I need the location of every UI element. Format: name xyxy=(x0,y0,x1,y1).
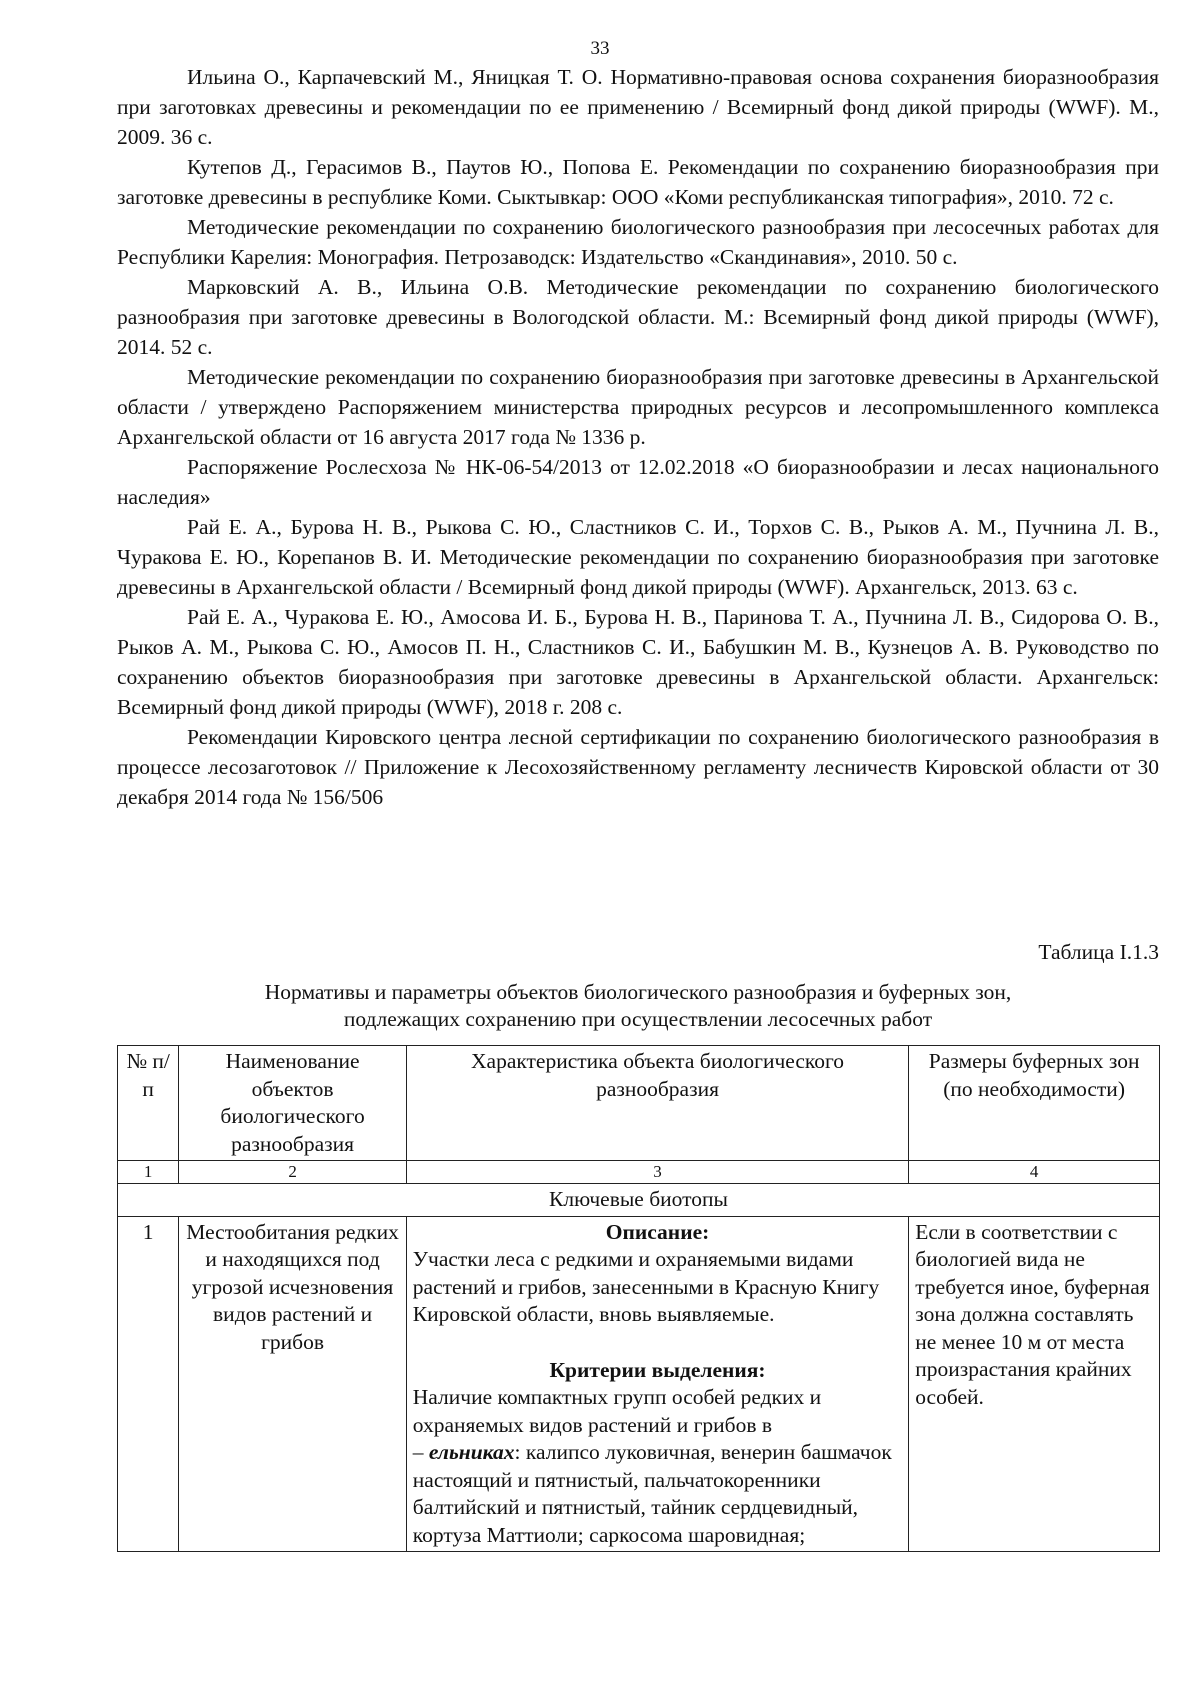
criteria-title: Критерии выделения: xyxy=(549,1357,766,1382)
criteria-forest-type: ельниках xyxy=(428,1440,515,1464)
header-buffer: Размеры буферных зон (по необходимости) xyxy=(909,1046,1160,1161)
section-title: Ключевые биотопы xyxy=(118,1184,1160,1217)
object-name: Местообитания редких и находящихся под угрозой исчезновения видов растений и грибов xyxy=(179,1216,406,1552)
section-row xyxy=(118,1184,1160,1217)
header-name: Наименование объектов биологического разнообразия xyxy=(179,1046,406,1161)
reference-item: Методические рекомендации по сохранению биоразнообразия при заготовке древесины в Архангельской области / утверждено Распоряжением министерства природных ресурсов и лесопромышленного комплекса Архангельской области от 16 августа 2017 года № 1336 р. xyxy=(117,365,1159,449)
column-index-row xyxy=(118,1161,1160,1184)
criteria-dash: – xyxy=(412,1440,429,1464)
table-caption-line: подлежащих сохранению при осуществлении лесосечных работ xyxy=(343,1007,933,1031)
reference-item: Рай Е. А., Бурова Н. В., Рыкова С. Ю., Сластников С. И., Торхов С. В., Рыков А. М., Пучнина Л. В., Чуракова Е. Ю., Корепанов В. И. Методические рекомендации по сохранению биоразнообразия при заготовке древесины в Архангельской области / Всемирный фонд дикой природы (WWF). Архангельск, 2013. 63 с. xyxy=(117,515,1159,599)
reference-item: Марковский А. В., Ильина О.В. Методические рекомендации по сохранению биологического разнообразия при заготовке древесины в Вологодской области. М.: Всемирный фонд дикой природы (WWF), 2014. 52 с. xyxy=(117,275,1159,359)
reference-item: Распоряжение Рослесхоза № НК-06-54/2013 от 12.02.2018 «О биоразнообразии и лесах национального наследия» xyxy=(117,455,1159,509)
table-row xyxy=(118,1216,1160,1552)
header-characteristic: Характеристика объекта биологического разнообразия xyxy=(406,1046,908,1161)
table-label: Таблица I.1.3 xyxy=(1038,940,1159,964)
reference-item: Методические рекомендации по сохранению биологического разнообразия при лесосечных работах для Республики Карелия: Монография. Петрозаводск: Издательство «Скандинавия», 2010. 50 с. xyxy=(117,215,1159,269)
reference-item: Рекомендации Кировского центра лесной сертификации по сохранению биологического разнообразия в процессе лесозаготовок // Приложение к Лесохозяйственному регламенту лесничеств Кировской области от 30 декабря 2014 года № 156/506 xyxy=(117,725,1159,809)
column-index: 1 xyxy=(118,1161,179,1184)
table-header-row xyxy=(118,1046,1160,1161)
biodiversity-table xyxy=(117,1045,1160,1552)
buffer-zone: Если в соответствии с биологией вида не требуется иное, буферная зона должна составлять не менее 10 м от места произрастания крайних особей. xyxy=(909,1216,1160,1552)
row-number: 1 xyxy=(118,1216,179,1552)
table-caption xyxy=(117,979,1159,1033)
column-index: 4 xyxy=(909,1161,1160,1184)
column-index: 3 xyxy=(406,1161,908,1184)
reference-item: Кутепов Д., Герасимов В., Паутов Ю., Попова Е. Рекомендации по сохранению биоразнообразия при заготовке древесины в республике Коми. Сыктывкар: ООО «Коми республиканская типография», 2010. 72 с. xyxy=(117,155,1159,209)
object-characteristic xyxy=(406,1216,908,1552)
spacer xyxy=(413,1329,902,1357)
reference-list xyxy=(117,62,1159,812)
description-title: Описание: xyxy=(605,1219,710,1244)
table-caption-line: Нормативы и параметры объектов биологического разнообразия и буферных зон, xyxy=(264,980,1012,1004)
page-number: 33 xyxy=(590,38,610,59)
header-num: № п/п xyxy=(118,1046,179,1161)
criteria-species: : калипсо луковичная, венерин башмачок настоящий и пятнистый, пальчатокоренники балтийский и пятнистый, тайник сердцевидный, кортуза Маттиоли; саркосома шаровидная; xyxy=(412,1440,892,1547)
column-index: 2 xyxy=(179,1161,406,1184)
criteria-text: Наличие компактных групп особей редких и охраняемых видов растений и грибов в xyxy=(412,1385,822,1437)
reference-item: Рай Е. А., Чуракова Е. Ю., Амосова И. Б., Бурова Н. В., Паринова Т. А., Пучнина Л. В., Сидорова О. В., Рыков А. М., Рыкова С. Ю., Амосов П. Н., Сластников С. И., Бабушкин М. В., Кузнецов А. В. Руководство по сохранению объектов биоразнообразия при заготовке древесины в Архангельской области. Архангельск: Всемирный фонд дикой природы (WWF), 2018 г. 208 с. xyxy=(117,605,1159,719)
reference-item: Ильина О., Карпачевский М., Яницкая Т. О. Нормативно-правовая основа сохранения биоразнообразия при заготовках древесины и рекомендации по ее применению / Всемирный фонд дикой природы (WWF). М., 2009. 36 с. xyxy=(117,65,1159,149)
description-text: Участки леса с редкими и охраняемыми видами растений и грибов, занесенными в Красную Книгу Кировской области, вновь выявляемые. xyxy=(412,1247,880,1326)
criteria-spruce-item xyxy=(413,1439,902,1549)
